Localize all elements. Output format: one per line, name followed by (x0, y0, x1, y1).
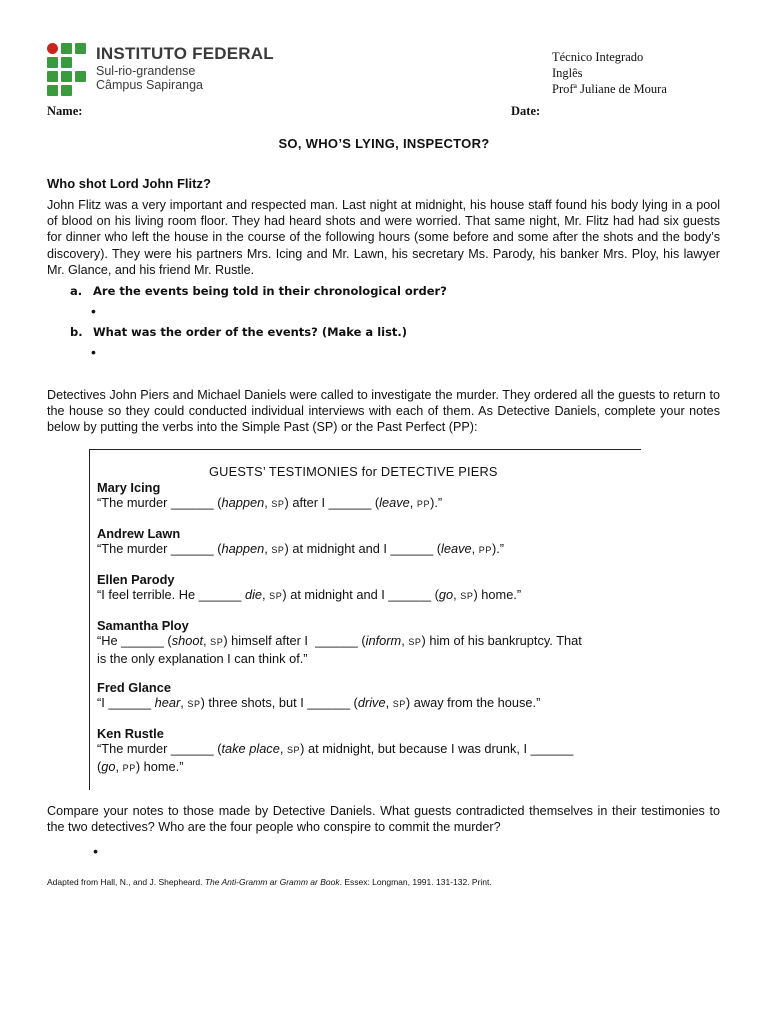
citation-suffix: . Essex: Longman, 1991. 131-132. Print. (339, 877, 492, 887)
guest-name: Fred Glance (97, 680, 171, 695)
guest-testimony: “He ______ (shoot, SP) himself after I ______ (inform, SP) him of his bankruptcy. That is the only explanation I can think of.” (97, 633, 582, 666)
date-field-label: Date: (511, 104, 541, 118)
logo-subtitle: Sul-rio-grandense (96, 64, 196, 78)
story-paragraph: John Flitz was a very important and respected man. Last night at midnight, his house staff found his body lying in a pool of blood on his living room floor. They had heard shots and were worried. That same night, Mr. Flitz had had six guests for dinner who left the house in the course of the following hours (some before and some after the shots and the body’s discovery). They were his partners Mrs. Icing and Mr. Lawn, his secretary Ms. Parody, his banker Mrs. Ploy, his lawyer Mr. Glance, and his friend Mr. Rustle. (47, 198, 720, 277)
guest-testimony: “I ______ hear, SP) three shots, but I ______ (drive, SP) away from the house.” (97, 695, 541, 710)
citation-footer (47, 877, 492, 887)
question-text: What was the order of the events? (Make a list.) (93, 325, 408, 339)
guest-testimony: “The murder ______ (happen, SP) after I ______ (leave, PP).” (97, 495, 443, 510)
guest-testimony: “The murder ______ (happen, SP) at midnight and I ______ (leave, PP).” (97, 541, 505, 556)
compare-paragraph: Compare your notes to those made by Detective Daniels. What guests contradicted themselves in their testimonies to the two detectives? Who are the four people who conspire to commit the murder? (47, 804, 720, 835)
worksheet-title: SO, WHO’S LYING, INSPECTOR? (278, 136, 490, 151)
institute-logo (47, 43, 277, 99)
answer-bullet: • (91, 344, 96, 360)
guest-name: Samantha Ploy (97, 618, 189, 633)
guest-name: Andrew Lawn (97, 526, 181, 541)
teacher-name: Profª Juliane de Moura (552, 82, 667, 96)
logo-campus: Câmpus Sapiranga (96, 78, 204, 92)
logo-grid-icon (47, 43, 89, 99)
question-b (70, 325, 407, 339)
guest-testimony: “I feel terrible. He ______ die, SP) at midnight and I ______ (go, SP) home.” (97, 587, 522, 602)
guest-name: Mary Icing (97, 480, 161, 495)
answer-bullet: • (91, 303, 96, 319)
question-letter: a. (70, 284, 83, 298)
testimonies-title: GUESTS’ TESTIMONIES for DETECTIVE PIERS (209, 464, 498, 479)
answer-bullet: • (93, 843, 98, 859)
detectives-paragraph: Detectives John Piers and Michael Daniels were called to investigate the murder. They ordered all the guests to return to the house so they could conducted individual interviews with each of them. As Detective Daniels, complete your notes below by putting the verbs into the Simple Past (SP) or the Past Perfect (PP): (47, 388, 720, 435)
course-name: Técnico Integrado (552, 50, 644, 64)
name-field-label: Name: (47, 104, 83, 118)
section-heading: Who shot Lord John Flitz? (47, 176, 211, 191)
question-a (70, 284, 447, 298)
guest-testimony: “The murder ______ (take place, SP) at midnight, but because I was drunk, I ______ (go, PP) home.” (97, 741, 574, 774)
logo-institution-name: INSTITUTO FEDERAL (96, 44, 274, 63)
guest-name: Ken Rustle (97, 726, 164, 741)
question-text: Are the events being told in their chronological order? (93, 284, 447, 298)
guest-name: Ellen Parody (97, 572, 175, 587)
subject-name: Inglês (552, 66, 583, 80)
citation-book: The Anti-Gramm ar Gramm ar Book (204, 877, 340, 887)
course-info (552, 49, 667, 97)
question-letter: b. (70, 325, 83, 339)
citation-prefix: Adapted from Hall, N., and J. Shepheard. (47, 877, 205, 887)
